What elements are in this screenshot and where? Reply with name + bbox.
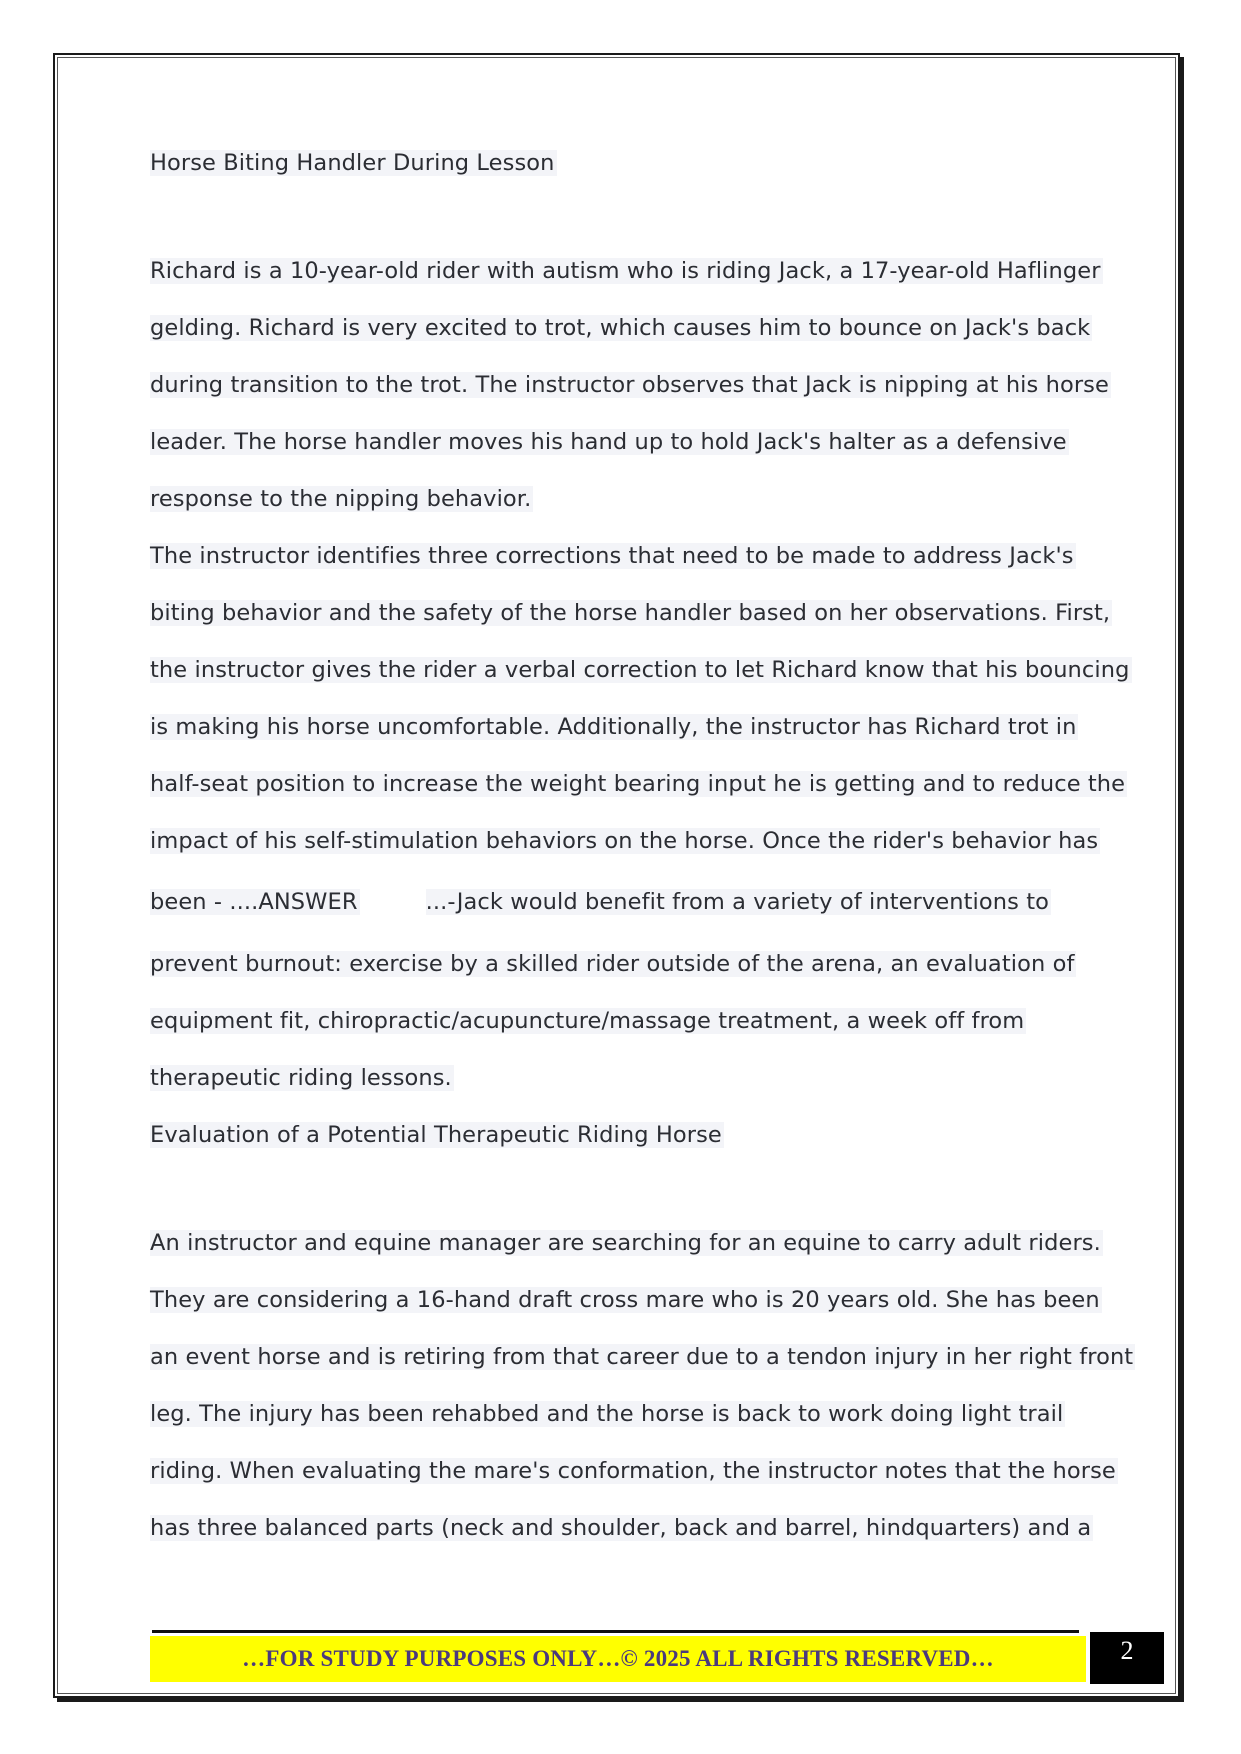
paragraph-line: The instructor identifies three corrections that need to be made to address Jack's [150, 543, 1074, 569]
paragraph-line: therapeutic riding lessons. [150, 1065, 452, 1091]
paragraph-line: They are considering a 16-hand draft cross mare who is 20 years old. She has been [150, 1287, 1100, 1313]
paragraph-line: An instructor and equine manager are searching for an equine to carry adult riders. [150, 1230, 1101, 1256]
paragraph-line: leg. The injury has been rehabbed and the horse is back to work doing light trail [150, 1401, 1064, 1427]
page-border-inner [57, 57, 1176, 1694]
paragraph-line: riding. When evaluating the mare's conformation, the instructor notes that the horse [150, 1458, 1116, 1484]
paragraph-line: equipment fit, chiropractic/acupuncture/massage treatment, a week off from [150, 1008, 1025, 1034]
paragraph-line: half-seat position to increase the weight bearing input he is getting and to reduce the [150, 771, 1126, 797]
paragraph-line: an event horse and is retiring from that career due to a tendon injury in her right front [150, 1344, 1134, 1370]
heading-evaluation: Evaluation of a Potential Therapeutic Riding Horse [150, 1122, 722, 1148]
heading-horse-biting: Horse Biting Handler During Lesson [150, 150, 555, 176]
page-number: 2 [1090, 1632, 1164, 1684]
paragraph-line: during transition to the trot. The instructor observes that Jack is nipping at his horse [150, 372, 1109, 398]
paragraph-line: prevent burnout: exercise by a skilled rider outside of the arena, an evaluation of [150, 951, 1075, 977]
paragraph-line: Richard is a 10-year-old rider with autism who is riding Jack, a 17-year-old Haflinger [150, 258, 1101, 284]
paragraph-line: response to the nipping behavior. [150, 486, 532, 512]
paragraph-line: is making his horse uncomfortable. Additionally, the instructor has Richard trot in [150, 714, 1077, 740]
answer-line: been - ....ANSWER ...-Jack would benefit from a variety of interventions to [150, 889, 1049, 915]
paragraph-line: biting behavior and the safety of the horse handler based on her observations. First, [150, 600, 1111, 626]
paragraph-line: has three balanced parts (neck and shoulder, back and barrel, hindquarters) and a [150, 1515, 1092, 1541]
footer-rule [152, 1630, 1079, 1633]
paragraph-line: leader. The horse handler moves his hand up to hold Jack's halter as a defensive [150, 429, 1067, 455]
footer-notice: …FOR STUDY PURPOSES ONLY…© 2025 ALL RIGHTS RESERVED… [150, 1636, 1086, 1682]
paragraph-line: impact of his self-stimulation behaviors on the horse. Once the rider's behavior has [150, 828, 1099, 854]
paragraph-line: gelding. Richard is very excited to trot, which causes him to bounce on Jack's back [150, 315, 1091, 341]
paragraph-line: the instructor gives the rider a verbal correction to let Richard know that his bouncing [150, 657, 1130, 683]
